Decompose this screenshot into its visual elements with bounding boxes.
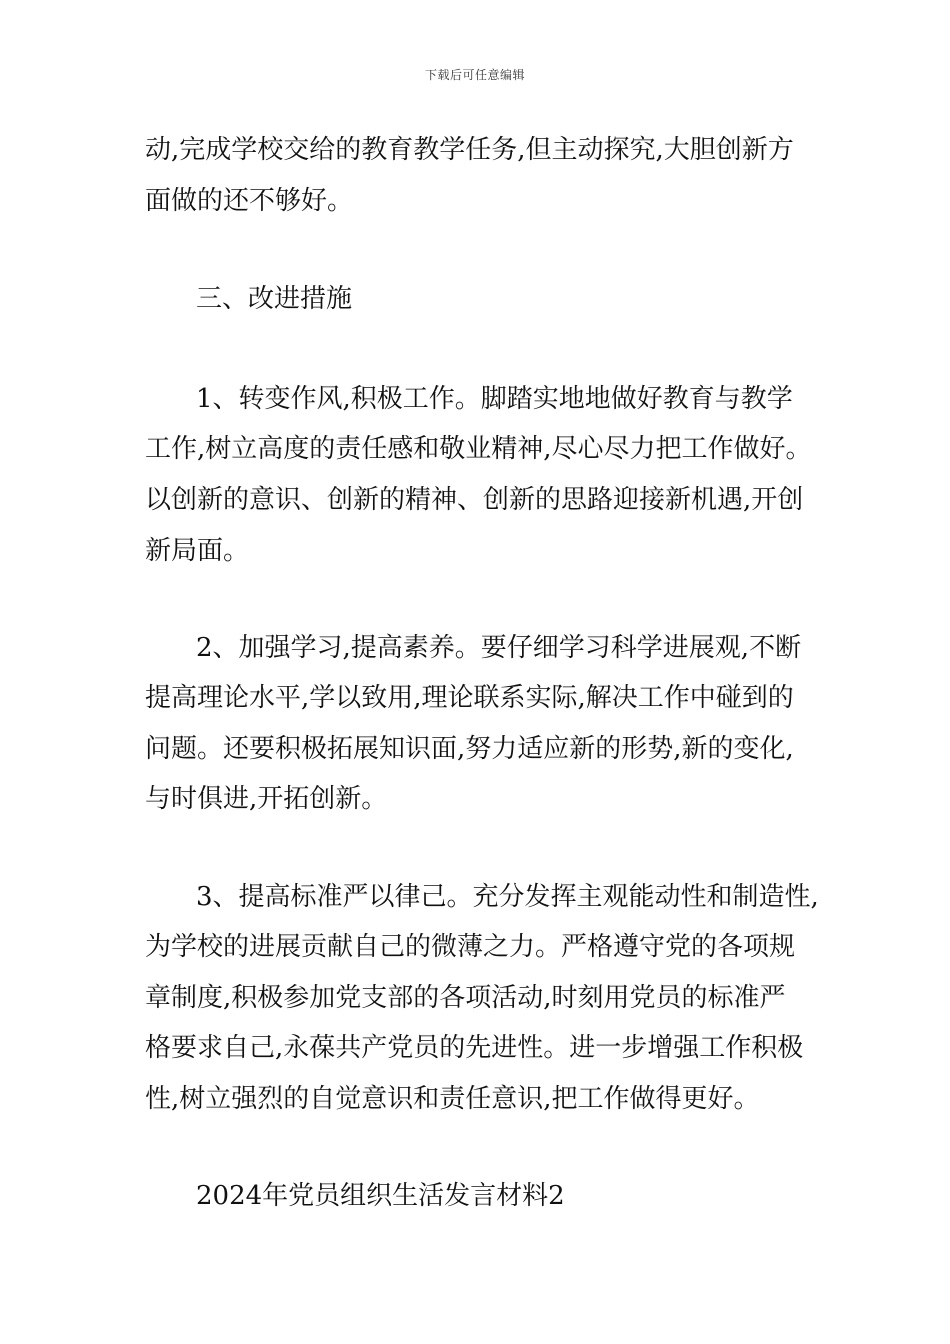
paragraph-line: 性,树立强烈的自觉意识和责任意识,把工作做得更好。 [145, 1084, 760, 1114]
paragraph-line: 动,完成学校交给的教育教学任务,但主动探究,大胆创新方 [145, 135, 794, 165]
paragraph-line: 3、提高标准严以律己。充分发挥主观能动性和制造性, [196, 882, 819, 912]
document-subtitle: 2024年党员组织生活发言材料2 [196, 1181, 565, 1211]
paragraph-line: 2、加强学习,提高素养。要仔细学习科学进展观,不断 [196, 633, 802, 663]
paragraph-line: 为学校的进展贡献自己的微薄之力。严格遵守党的各项规 [145, 932, 796, 962]
paragraph-line: 面做的还不够好。 [145, 186, 354, 216]
paragraph-line: 与时俱进,开拓创新。 [145, 784, 388, 814]
paragraph-line: 章制度,积极参加党支部的各项活动,时刻用党员的标准严 [145, 983, 786, 1013]
header-note: 下载后可任意编辑 [424, 68, 525, 82]
paragraph-line: 提高理论水平,学以致用,理论联系实际,解决工作中碰到的 [145, 683, 794, 713]
paragraph-line: 问题。还要积极拓展知识面,努力适应新的形势,新的变化, [145, 734, 794, 764]
paragraph-line: 新局面。 [145, 536, 250, 566]
paragraph-line: 工作,树立高度的责任感和敬业精神,尽心尽力把工作做好。 [145, 434, 812, 464]
section-heading: 三、改进措施 [196, 284, 353, 314]
paragraph-line: 1、转变作风,积极工作。脚踏实地地做好教育与教学 [196, 384, 793, 414]
paragraph-line: 以创新的意识、创新的精神、创新的思路迎接新机遇,开创 [145, 485, 804, 515]
paragraph-line: 格要求自己,永葆共产党员的先进性。进一步增强工作积极 [145, 1033, 804, 1063]
